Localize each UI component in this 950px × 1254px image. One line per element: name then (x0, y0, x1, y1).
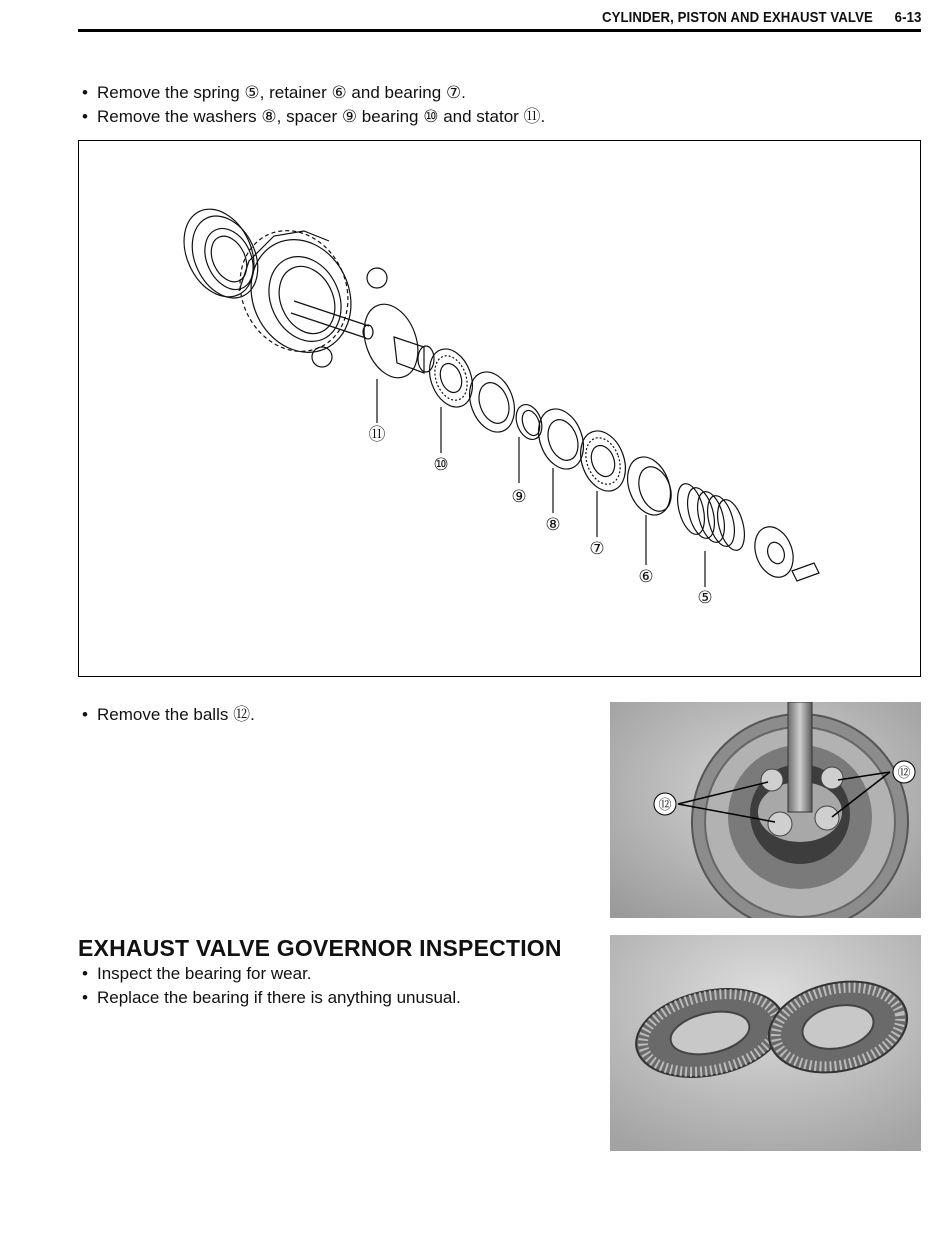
ball-removal-list (82, 703, 255, 727)
spring-drawing (673, 481, 750, 553)
shaft-photo-shape (788, 702, 812, 812)
list-item: • Remove the spring ⑤, retainer ⑥ and bearing ⑦. (82, 83, 466, 102)
list-item: • Remove the washers ⑧, spacer ⑨ bearing ⑩ and stator ⑪. (82, 107, 546, 126)
spacer-drawing (512, 401, 547, 443)
callout-spring: ⑤ (697, 588, 713, 608)
list-item: • Inspect the bearing for wear. (82, 964, 312, 983)
callout-spacer: ⑨ (511, 487, 527, 507)
section-heading: EXHAUST VALVE GOVERNOR INSPECTION (78, 935, 562, 961)
pin-drawing (792, 563, 819, 581)
callout-washer: ⑧ (545, 515, 561, 535)
page-number: 6-13 (894, 9, 921, 26)
callout-retainer: ⑥ (638, 567, 654, 587)
callout-bearing-10: ⑩ (433, 455, 449, 475)
thrust-bearing-drawing (422, 343, 480, 413)
exploded-view-diagram (78, 140, 921, 677)
callout-balls-left: ⑫ (658, 798, 672, 813)
retainer-drawing (620, 451, 678, 521)
washer-drawing (462, 366, 523, 439)
callout-bearing-7: ⑦ (589, 539, 605, 559)
list-item: • Remove the balls ⑫. (82, 705, 255, 724)
removal-steps-list (82, 81, 545, 129)
inspection-steps-list (82, 962, 461, 1010)
ball-bearing-drawing (171, 198, 271, 309)
stator-drawing (355, 297, 434, 386)
section-title: CYLINDER, PISTON AND EXHAUST VALVE (601, 9, 873, 26)
thrust-bearings-photo (610, 935, 921, 1151)
page-header (78, 6, 921, 32)
callout-balls-right: ⑫ (897, 766, 911, 781)
gear-drawing (221, 213, 369, 369)
ball-drawing (367, 268, 387, 288)
callout-stator: ⑪ (368, 425, 386, 445)
list-item: • Replace the bearing if there is anything unusual. (82, 988, 461, 1007)
diagram-drawing (79, 141, 922, 678)
gear-balls-photo (610, 702, 921, 918)
end-plate-drawing (748, 521, 800, 582)
